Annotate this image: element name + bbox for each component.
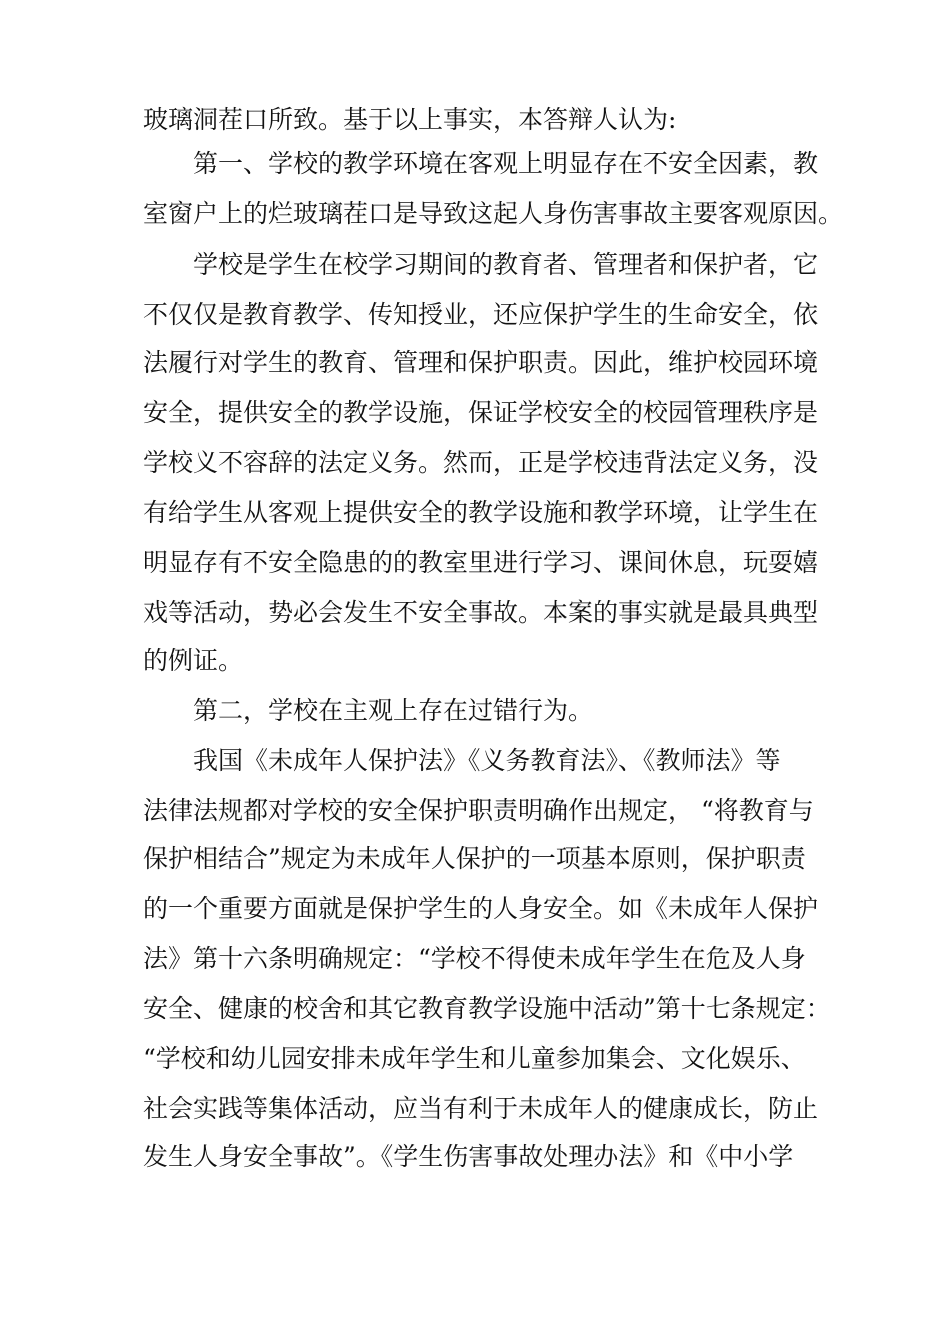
text-line-16: 保护相结合”规定为未成年人保护的一项基本原则，保护职责 <box>143 844 806 873</box>
text-line-22: 发生人身安全事故”。《学生伤害事故处理办法》和《中小学 <box>143 1142 794 1171</box>
text-line-21: 社会实践等集体活动，应当有利于未成年人的健康成长，防止 <box>143 1094 819 1123</box>
text-line-7: 安全，提供安全的教学设施，保证学校安全的校园管理秩序是 <box>143 398 819 427</box>
text-line-17: 的一个重要方面就是保护学生的人身安全。如《未成年人保护 <box>143 894 819 923</box>
text-line-13: 第二，学校在主观上存在过错行为。 <box>193 696 594 725</box>
text-line-3: 室窗户上的烂玻璃茬口是导致这起人身伤害事故主要客观原因。 <box>143 199 844 228</box>
text-line-1: 玻璃洞茬口所致。基于以上事实，本答辩人认为: <box>143 105 677 134</box>
text-line-14: 我国《未成年人保护法》《义务教育法》、《教师法》等 <box>193 746 781 775</box>
text-line-12: 的例证。 <box>143 646 244 675</box>
text-line-9: 有给学生从客观上提供安全的教学设施和教学环境，让学生在 <box>143 498 819 527</box>
text-line-10: 明显存有不安全隐患的的教室里进行学习、课间休息，玩耍嬉 <box>143 548 819 577</box>
text-line-2: 第一、学校的教学环境在客观上明显存在不安全因素，教 <box>193 149 819 178</box>
text-line-11: 戏等活动，势必会发生不安全事故。本案的事实就是最具典型 <box>143 598 819 627</box>
text-line-19: 安全、健康的校舍和其它教育教学设施中活动”第十七条规定： <box>143 994 831 1023</box>
text-line-18: 法》第十六条明确规定：“学校不得使未成年学生在危及人身 <box>143 944 806 973</box>
text-line-4: 学校是学生在校学习期间的教育者、管理者和保护者，它 <box>193 250 819 279</box>
text-line-6: 法履行对学生的教育、管理和保护职责。因此，维护校园环境 <box>143 348 819 377</box>
text-line-15: 法律法规都对学校的安全保护职责明确作出规定， “将教育与 <box>143 796 814 825</box>
text-line-5: 不仅仅是教育教学、传知授业，还应保护学生的生命安全，依 <box>143 300 819 329</box>
text-line-8: 学校义不容辞的法定义务。然而，正是学校违背法定义务，没 <box>143 448 819 477</box>
text-line-20: “学校和幼儿园安排未成年学生和儿童参加集会、文化娱乐、 <box>143 1044 806 1073</box>
